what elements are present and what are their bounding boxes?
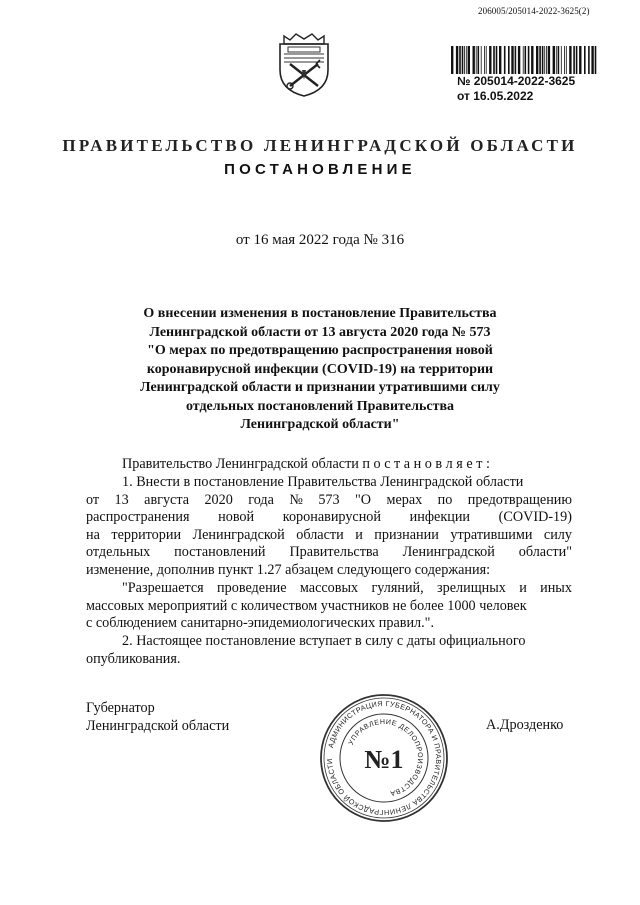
word: предотвращению: [467, 491, 572, 508]
word: Ленинградской: [192, 526, 285, 543]
barcode-bar: [493, 46, 495, 74]
word: инфекции: [409, 509, 471, 526]
word: на: [86, 526, 100, 543]
preamble: [86, 456, 572, 474]
word: признании: [374, 526, 439, 543]
seal-inner-text: УПРАВЛЕНИЕ ДЕЛОПРОИЗВОДСТВА: [347, 718, 424, 797]
barcode-bar: [484, 46, 485, 74]
barcode-bar: [518, 46, 520, 74]
decree-subject: [110, 305, 530, 435]
word: 2020: [204, 491, 233, 508]
coat-of-arms-icon: [276, 30, 332, 98]
subject-line: отдельных постановлений Правительства: [185, 398, 455, 414]
subject-line: Ленинградской области и признании утратившими силу: [140, 380, 500, 395]
barcode-bar: [496, 46, 498, 74]
barcode-bar: [561, 46, 562, 74]
barcode-bar: [531, 46, 533, 74]
item1-line: 1. Внести в постановление Правительства Ленинградской области: [122, 474, 524, 490]
subject-line: коронавирусной инфекции (COVID-19) на территории: [146, 361, 494, 377]
word: "Разрешается: [122, 580, 204, 596]
preamble-text: Правительство Ленинградской области: [122, 456, 359, 472]
barcode-bar: [584, 46, 586, 74]
word: и: [519, 580, 527, 596]
decree-date-number: от 16 мая 2022 года № 316: [235, 232, 405, 248]
quote-line: с соблюдением санитарно-эпидемиологических правил.".: [86, 615, 435, 632]
barcode-bar: [588, 46, 590, 74]
barcode-bar: [478, 46, 480, 74]
barcode: [449, 46, 599, 76]
item1-line: [86, 527, 572, 545]
subject-line: "О мерах по предотвращению распространения новой: [147, 343, 493, 358]
barcode-bar: [564, 46, 565, 74]
item2-line: 2. Настоящее постановление вступает в силу с даты официального: [122, 633, 526, 649]
barcode-bar: [459, 46, 461, 74]
barcode-bar: [548, 46, 550, 74]
word: проведение: [217, 580, 287, 596]
word: новой: [218, 509, 255, 526]
word: области: [296, 526, 344, 543]
barcode-bar: [569, 46, 571, 74]
word: утратившими: [450, 526, 533, 543]
barcode-bar: [595, 46, 597, 74]
word: августа: [144, 491, 190, 508]
barcode-bar: [528, 46, 530, 74]
barcode-bar: [486, 46, 487, 74]
word: 13: [114, 491, 129, 508]
barcode-bar: [558, 46, 560, 74]
barcode-bar: [576, 46, 578, 74]
barcode-bar: [536, 46, 538, 74]
quote-line: [86, 580, 572, 598]
word: мерах: [386, 491, 423, 508]
word: силу: [543, 526, 572, 543]
paragraph-item-1: [86, 474, 572, 580]
barcode-bar: [462, 46, 464, 74]
position-line: Ленинградской области: [86, 718, 230, 734]
barcode-bar: [464, 46, 465, 74]
barcode-bar: [556, 46, 557, 74]
barcode-bar: [591, 46, 593, 74]
subject-line: Ленинградской области": [240, 417, 400, 432]
word: от: [86, 491, 100, 508]
word: 573: [318, 491, 340, 508]
barcode-bar: [523, 46, 524, 74]
document-id: 206005/205014-2022-3625(2): [478, 6, 590, 16]
word: Ленинградской: [402, 544, 495, 561]
barcode-bar: [456, 46, 458, 74]
word: территории: [111, 526, 182, 543]
item1-line: [86, 509, 572, 527]
signatory-position: [86, 699, 229, 735]
word: распространения: [86, 509, 190, 526]
subject-line: О внесении изменения в постановление Правительства: [143, 306, 497, 321]
barcode-bar: [542, 46, 544, 74]
subject-line: Ленинградской области от 13 августа 2020 года № 573: [149, 324, 491, 340]
word: зрелищных: [437, 580, 506, 596]
word: года: [248, 491, 274, 508]
item1-line: [86, 544, 572, 562]
seal-outer-text: АДМИНИСТРАЦИЯ ГУБЕРНАТОРА И ПРАВИТЕЛЬСТВА ЛЕНИНГРАДСКОЙ ОБЛАСТИ: [324, 698, 444, 818]
barcode-bar: [573, 46, 575, 74]
word: и: [355, 526, 363, 543]
barcode-bar: [499, 46, 501, 74]
barcode-bar: [515, 46, 517, 74]
decree-title: ПОСТАНОВЛЕНИЕ: [224, 161, 416, 178]
signatory-name: А.Дрозденко: [486, 717, 564, 733]
word: массовых: [299, 580, 359, 596]
barcode-bar: [473, 46, 475, 74]
barcode-bar: [468, 46, 470, 74]
registration-number: № 205014-2022-3625: [457, 74, 576, 88]
position-line: Губернатор: [86, 700, 155, 716]
word: иных: [540, 580, 572, 596]
quoted-paragraph: [86, 580, 572, 633]
barcode-bar: [476, 46, 477, 74]
government-title: ПРАВИТЕЛЬСТВО ЛЕНИНГРАДСКОЙ ОБЛАСТИ: [62, 136, 578, 155]
barcode-bar: [511, 46, 513, 74]
paragraph-item-2: [86, 633, 572, 668]
quote-line: массовых мероприятий с количеством участников не более 1000 человек: [86, 597, 527, 614]
word: гуляний,: [371, 580, 424, 596]
barcode-bar: [553, 46, 555, 74]
barcode-bar: [489, 46, 491, 74]
word: Правительства: [289, 544, 379, 561]
preamble-resolves: п о с т а н о в л я е т :: [362, 456, 490, 472]
item2-line: опубликования.: [86, 650, 181, 667]
barcode-bar: [546, 46, 547, 74]
item1-line: [86, 492, 572, 510]
barcode-bar: [539, 46, 541, 74]
barcode-bar: [525, 46, 527, 74]
barcode-bar: [466, 46, 467, 74]
word: отдельных: [86, 544, 151, 561]
barcode-bar: [508, 46, 510, 74]
barcode-bar: [481, 46, 482, 74]
word: постановлений: [174, 544, 266, 561]
barcode-bar: [451, 46, 453, 74]
word: области": [518, 544, 572, 561]
seal-number: №1: [364, 745, 404, 774]
item1-line: изменение, дополнив пункт 1.27 абзацем следующего содержания:: [86, 561, 491, 578]
word: №: [289, 491, 303, 508]
registration-date: от 16.05.2022: [457, 89, 534, 103]
barcode-bar: [544, 46, 545, 74]
word: "О: [355, 491, 372, 508]
barcode-bar: [566, 46, 567, 74]
barcode-bar: [579, 46, 581, 74]
word: коронавирусной: [282, 509, 381, 526]
barcode-bar: [504, 46, 506, 74]
official-seal: [318, 692, 450, 824]
word: (COVID-19): [498, 509, 572, 526]
word: по: [437, 491, 453, 508]
